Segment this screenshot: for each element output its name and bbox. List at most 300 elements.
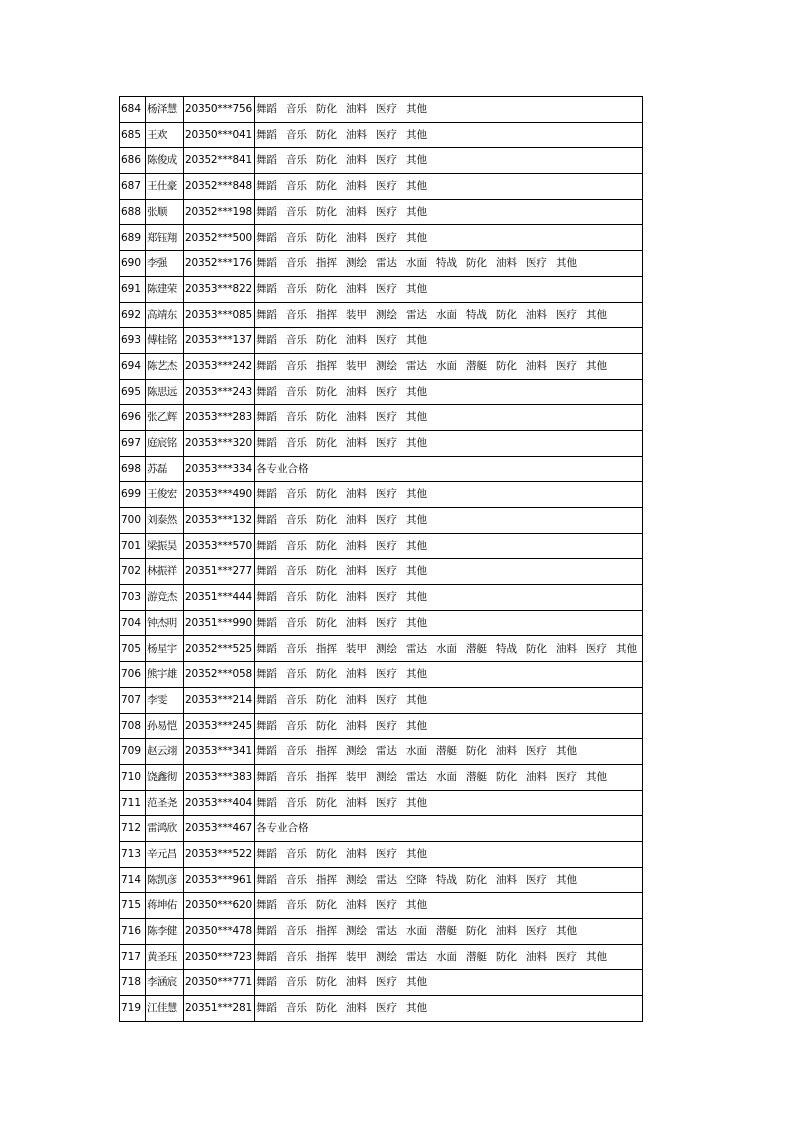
row-number: 717 xyxy=(120,944,146,970)
qualification-item: 其他 xyxy=(406,591,427,604)
qualification-item: 各专业合格 xyxy=(256,822,309,835)
qualification-item: 音乐 xyxy=(286,925,307,938)
qualification-item: 舞蹈 xyxy=(256,154,277,167)
qualification-item: 油料 xyxy=(346,282,367,295)
masked-id: 20350***041 xyxy=(184,122,255,148)
masked-id: 20351***277 xyxy=(184,559,255,585)
row-number: 700 xyxy=(120,508,146,534)
row-number: 705 xyxy=(120,636,146,662)
qualification-item: 医疗 xyxy=(376,899,397,912)
qualification-item: 其他 xyxy=(406,539,427,552)
qualification-item: 雷达 xyxy=(376,745,397,758)
qualification-item: 音乐 xyxy=(286,745,307,758)
table-row xyxy=(120,764,643,790)
qualification-item: 其他 xyxy=(406,848,427,861)
person-name: 陈俊成 xyxy=(146,148,184,174)
row-number: 719 xyxy=(120,996,146,1022)
qualification-item: 防化 xyxy=(316,282,337,295)
qualification-item: 医疗 xyxy=(376,154,397,167)
qualification-item: 医疗 xyxy=(376,282,397,295)
qualification-item: 测绘 xyxy=(346,873,367,886)
qualifications-cell xyxy=(255,739,643,765)
table-row xyxy=(120,944,643,970)
row-number: 713 xyxy=(120,841,146,867)
qualification-item: 潜艇 xyxy=(466,642,487,655)
qualifications-cell xyxy=(255,790,643,816)
qualification-item: 舞蹈 xyxy=(256,103,277,116)
qualification-item: 油料 xyxy=(346,848,367,861)
qualification-item: 油料 xyxy=(526,308,547,321)
qualification-item: 医疗 xyxy=(376,565,397,578)
row-number: 697 xyxy=(120,430,146,456)
qualifications-cell xyxy=(255,585,643,611)
qualification-item: 舞蹈 xyxy=(256,411,277,424)
qualification-item: 油料 xyxy=(526,359,547,372)
qualification-item: 医疗 xyxy=(376,128,397,141)
qualification-item: 其他 xyxy=(406,616,427,629)
qualification-item: 雷达 xyxy=(406,359,427,372)
qualification-item: 特战 xyxy=(436,257,457,270)
qualification-item: 舞蹈 xyxy=(256,205,277,218)
qualification-item: 油料 xyxy=(346,719,367,732)
qualification-item: 潜艇 xyxy=(466,950,487,963)
qualification-item: 舞蹈 xyxy=(256,385,277,398)
qualification-item: 油料 xyxy=(346,154,367,167)
row-number: 688 xyxy=(120,199,146,225)
qualification-item: 音乐 xyxy=(286,180,307,193)
table-row xyxy=(120,482,643,508)
qualification-item: 医疗 xyxy=(526,925,547,938)
person-name: 李强 xyxy=(146,251,184,277)
row-number: 691 xyxy=(120,276,146,302)
masked-id: 20353***341 xyxy=(184,739,255,765)
person-name: 庭宸铭 xyxy=(146,430,184,456)
qualification-item: 指挥 xyxy=(316,359,337,372)
qualification-item: 医疗 xyxy=(376,334,397,347)
masked-id: 20353***132 xyxy=(184,508,255,534)
qualification-item: 舞蹈 xyxy=(256,308,277,321)
qualification-item: 潜艇 xyxy=(466,770,487,783)
qualification-item: 潜艇 xyxy=(436,925,457,938)
table-row xyxy=(120,662,643,688)
qualification-item: 医疗 xyxy=(376,231,397,244)
qualifications-cell xyxy=(255,841,643,867)
qualifications-cell xyxy=(255,610,643,636)
row-number: 704 xyxy=(120,610,146,636)
qualification-item: 音乐 xyxy=(286,411,307,424)
qualification-item: 其他 xyxy=(406,565,427,578)
qualification-item: 医疗 xyxy=(376,668,397,681)
person-name: 陈艺杰 xyxy=(146,353,184,379)
table-row xyxy=(120,174,643,200)
masked-id: 20353***334 xyxy=(184,456,255,482)
table-row xyxy=(120,405,643,431)
qualifications-cell xyxy=(255,405,643,431)
qualification-item: 水面 xyxy=(406,925,427,938)
qualifications-cell xyxy=(255,225,643,251)
qualification-item: 医疗 xyxy=(526,873,547,886)
qualification-item: 潜艇 xyxy=(436,745,457,758)
qualification-item: 其他 xyxy=(406,180,427,193)
qualification-item: 舞蹈 xyxy=(256,925,277,938)
table-row xyxy=(120,302,643,328)
qualification-item: 油料 xyxy=(346,411,367,424)
person-name: 陈建荣 xyxy=(146,276,184,302)
qualification-item: 其他 xyxy=(556,873,577,886)
qualification-item: 防化 xyxy=(316,488,337,501)
qualification-item: 音乐 xyxy=(286,488,307,501)
qualification-item: 音乐 xyxy=(286,385,307,398)
qualification-item: 音乐 xyxy=(286,950,307,963)
qualification-item: 医疗 xyxy=(376,514,397,527)
qualification-item: 油料 xyxy=(346,103,367,116)
qualifications-cell xyxy=(255,276,643,302)
person-name: 雷鸿欣 xyxy=(146,816,184,842)
qualification-item: 其他 xyxy=(406,514,427,527)
table-row xyxy=(120,610,643,636)
qualification-item: 舞蹈 xyxy=(256,1002,277,1015)
qualification-item: 油料 xyxy=(346,180,367,193)
row-number: 685 xyxy=(120,122,146,148)
masked-id: 20352***058 xyxy=(184,662,255,688)
qualification-item: 医疗 xyxy=(526,257,547,270)
qualification-item: 防化 xyxy=(496,950,517,963)
masked-id: 20353***243 xyxy=(184,379,255,405)
qualification-item: 其他 xyxy=(406,231,427,244)
person-name: 江佳慧 xyxy=(146,996,184,1022)
qualification-item: 舞蹈 xyxy=(256,282,277,295)
masked-id: 20352***198 xyxy=(184,199,255,225)
qualification-item: 舞蹈 xyxy=(256,565,277,578)
masked-id: 20353***242 xyxy=(184,353,255,379)
roster-body xyxy=(120,97,643,1022)
roster-table xyxy=(119,96,643,1022)
qualification-item: 医疗 xyxy=(376,616,397,629)
person-name: 郑钰翔 xyxy=(146,225,184,251)
masked-id: 20352***176 xyxy=(184,251,255,277)
qualification-item: 医疗 xyxy=(376,591,397,604)
row-number: 686 xyxy=(120,148,146,174)
qualification-item: 医疗 xyxy=(376,385,397,398)
qualification-item: 防化 xyxy=(316,1002,337,1015)
row-number: 698 xyxy=(120,456,146,482)
qualification-item: 音乐 xyxy=(286,796,307,809)
person-name: 高靖东 xyxy=(146,302,184,328)
table-row xyxy=(120,996,643,1022)
qualification-item: 指挥 xyxy=(316,257,337,270)
qualification-item: 防化 xyxy=(316,437,337,450)
person-name: 杨泽慧 xyxy=(146,97,184,123)
qualification-item: 音乐 xyxy=(286,565,307,578)
masked-id: 20351***281 xyxy=(184,996,255,1022)
qualifications-cell xyxy=(255,970,643,996)
qualifications-cell xyxy=(255,174,643,200)
qualification-item: 音乐 xyxy=(286,899,307,912)
table-row xyxy=(120,867,643,893)
qualification-item: 特战 xyxy=(496,642,517,655)
row-number: 712 xyxy=(120,816,146,842)
person-name: 黄圣珏 xyxy=(146,944,184,970)
qualifications-cell xyxy=(255,816,643,842)
qualification-item: 医疗 xyxy=(556,308,577,321)
qualification-item: 测绘 xyxy=(376,642,397,655)
table-row xyxy=(120,508,643,534)
qualification-item: 油料 xyxy=(346,205,367,218)
masked-id: 20353***137 xyxy=(184,328,255,354)
qualification-item: 舞蹈 xyxy=(256,796,277,809)
table-row xyxy=(120,430,643,456)
person-name: 傅桂铭 xyxy=(146,328,184,354)
qualification-item: 其他 xyxy=(406,154,427,167)
person-name: 林振祥 xyxy=(146,559,184,585)
qualification-item: 水面 xyxy=(436,308,457,321)
qualification-item: 音乐 xyxy=(286,359,307,372)
qualification-item: 油料 xyxy=(346,128,367,141)
qualification-item: 测绘 xyxy=(346,257,367,270)
qualification-item: 其他 xyxy=(406,103,427,116)
table-row xyxy=(120,970,643,996)
table-row xyxy=(120,251,643,277)
person-name: 梁振昊 xyxy=(146,533,184,559)
table-row xyxy=(120,841,643,867)
person-name: 钟杰明 xyxy=(146,610,184,636)
qualifications-cell xyxy=(255,559,643,585)
qualification-item: 油料 xyxy=(346,1002,367,1015)
qualification-item: 防化 xyxy=(316,796,337,809)
masked-id: 20353***383 xyxy=(184,764,255,790)
qualification-item: 其他 xyxy=(406,385,427,398)
qualification-item: 油料 xyxy=(346,616,367,629)
masked-id: 20350***723 xyxy=(184,944,255,970)
qualification-item: 医疗 xyxy=(376,976,397,989)
qualification-item: 油料 xyxy=(496,745,517,758)
qualifications-cell xyxy=(255,379,643,405)
qualifications-cell xyxy=(255,764,643,790)
qualification-item: 指挥 xyxy=(316,770,337,783)
qualification-item: 其他 xyxy=(586,950,607,963)
qualification-item: 水面 xyxy=(436,950,457,963)
qualification-item: 舞蹈 xyxy=(256,693,277,706)
qualification-item: 音乐 xyxy=(286,770,307,783)
qualification-item: 医疗 xyxy=(526,745,547,758)
qualification-item: 其他 xyxy=(556,257,577,270)
qualification-item: 其他 xyxy=(406,1002,427,1015)
person-name: 王欢 xyxy=(146,122,184,148)
qualification-item: 医疗 xyxy=(586,642,607,655)
row-number: 694 xyxy=(120,353,146,379)
qualification-item: 音乐 xyxy=(286,976,307,989)
qualifications-cell xyxy=(255,662,643,688)
qualification-item: 特战 xyxy=(466,308,487,321)
qualification-item: 测绘 xyxy=(346,925,367,938)
qualifications-cell xyxy=(255,353,643,379)
table-row xyxy=(120,533,643,559)
qualifications-cell xyxy=(255,148,643,174)
masked-id: 20353***570 xyxy=(184,533,255,559)
qualification-item: 防化 xyxy=(316,693,337,706)
qualification-item: 空降 xyxy=(406,873,427,886)
qualification-item: 防化 xyxy=(466,745,487,758)
person-name: 饶鑫彻 xyxy=(146,764,184,790)
qualification-item: 防化 xyxy=(316,205,337,218)
qualification-item: 舞蹈 xyxy=(256,488,277,501)
qualification-item: 音乐 xyxy=(286,719,307,732)
qualification-item: 音乐 xyxy=(286,231,307,244)
qualification-item: 防化 xyxy=(316,591,337,604)
person-name: 范圣尧 xyxy=(146,790,184,816)
person-name: 熊宇雄 xyxy=(146,662,184,688)
qualification-item: 其他 xyxy=(616,642,637,655)
qualification-item: 防化 xyxy=(316,411,337,424)
qualification-item: 水面 xyxy=(436,359,457,372)
masked-id: 20353***822 xyxy=(184,276,255,302)
qualifications-cell xyxy=(255,328,643,354)
row-number: 710 xyxy=(120,764,146,790)
table-row xyxy=(120,97,643,123)
qualification-item: 指挥 xyxy=(316,925,337,938)
qualification-item: 油料 xyxy=(346,514,367,527)
qualification-item: 指挥 xyxy=(316,642,337,655)
qualification-item: 医疗 xyxy=(376,1002,397,1015)
qualifications-cell xyxy=(255,636,643,662)
qualification-item: 防化 xyxy=(316,128,337,141)
table-row xyxy=(120,328,643,354)
qualification-item: 油料 xyxy=(346,591,367,604)
person-name: 赵云翊 xyxy=(146,739,184,765)
qualification-item: 油料 xyxy=(496,925,517,938)
qualification-item: 音乐 xyxy=(286,514,307,527)
table-row xyxy=(120,148,643,174)
qualification-item: 装甲 xyxy=(346,642,367,655)
table-row xyxy=(120,919,643,945)
qualification-item: 医疗 xyxy=(376,205,397,218)
masked-id: 20352***848 xyxy=(184,174,255,200)
row-number: 708 xyxy=(120,713,146,739)
table-row xyxy=(120,276,643,302)
qualification-item: 装甲 xyxy=(346,770,367,783)
row-number: 701 xyxy=(120,533,146,559)
qualification-item: 油料 xyxy=(346,565,367,578)
qualification-item: 防化 xyxy=(316,668,337,681)
row-number: 706 xyxy=(120,662,146,688)
person-name: 苏磊 xyxy=(146,456,184,482)
qualification-item: 舞蹈 xyxy=(256,976,277,989)
qualification-item: 防化 xyxy=(496,770,517,783)
qualification-item: 音乐 xyxy=(286,616,307,629)
qualification-item: 其他 xyxy=(406,282,427,295)
qualification-item: 音乐 xyxy=(286,128,307,141)
qualification-item: 舞蹈 xyxy=(256,668,277,681)
qualification-item: 装甲 xyxy=(346,950,367,963)
qualification-item: 油料 xyxy=(346,796,367,809)
qualification-item: 舞蹈 xyxy=(256,719,277,732)
qualification-item: 舞蹈 xyxy=(256,899,277,912)
row-number: 695 xyxy=(120,379,146,405)
person-name: 张顺 xyxy=(146,199,184,225)
qualification-item: 防化 xyxy=(316,334,337,347)
table-row xyxy=(120,739,643,765)
qualification-item: 其他 xyxy=(556,745,577,758)
qualification-item: 音乐 xyxy=(286,205,307,218)
qualification-item: 其他 xyxy=(406,668,427,681)
qualification-item: 舞蹈 xyxy=(256,539,277,552)
masked-id: 20353***085 xyxy=(184,302,255,328)
qualification-item: 油料 xyxy=(496,873,517,886)
qualification-item: 防化 xyxy=(316,514,337,527)
masked-id: 20351***444 xyxy=(184,585,255,611)
qualification-item: 防化 xyxy=(526,642,547,655)
table-row xyxy=(120,353,643,379)
qualification-item: 雷达 xyxy=(376,873,397,886)
qualifications-cell xyxy=(255,996,643,1022)
table-row xyxy=(120,893,643,919)
qualification-item: 水面 xyxy=(406,257,427,270)
qualification-item: 音乐 xyxy=(286,539,307,552)
masked-id: 20353***404 xyxy=(184,790,255,816)
qualification-item: 医疗 xyxy=(556,359,577,372)
qualification-item: 其他 xyxy=(406,899,427,912)
qualification-item: 防化 xyxy=(316,231,337,244)
qualification-item: 油料 xyxy=(346,668,367,681)
qualification-item: 雷达 xyxy=(406,770,427,783)
qualification-item: 防化 xyxy=(496,308,517,321)
row-number: 699 xyxy=(120,482,146,508)
row-number: 702 xyxy=(120,559,146,585)
row-number: 696 xyxy=(120,405,146,431)
qualification-item: 医疗 xyxy=(556,950,577,963)
person-name: 游竞杰 xyxy=(146,585,184,611)
masked-id: 20353***467 xyxy=(184,816,255,842)
qualification-item: 音乐 xyxy=(286,103,307,116)
row-number: 715 xyxy=(120,893,146,919)
qualification-item: 其他 xyxy=(406,411,427,424)
table-row xyxy=(120,713,643,739)
table-row xyxy=(120,379,643,405)
qualification-item: 音乐 xyxy=(286,437,307,450)
qualification-item: 防化 xyxy=(316,385,337,398)
qualification-item: 指挥 xyxy=(316,950,337,963)
row-number: 690 xyxy=(120,251,146,277)
qualification-item: 防化 xyxy=(316,719,337,732)
qualification-item: 其他 xyxy=(406,334,427,347)
table-row xyxy=(120,199,643,225)
person-name: 李雯 xyxy=(146,687,184,713)
qualification-item: 音乐 xyxy=(286,591,307,604)
qualification-item: 水面 xyxy=(436,770,457,783)
qualification-item: 各专业合格 xyxy=(256,462,309,475)
person-name: 张乙辉 xyxy=(146,405,184,431)
qualification-item: 舞蹈 xyxy=(256,591,277,604)
qualification-item: 雷达 xyxy=(376,925,397,938)
qualification-item: 音乐 xyxy=(286,873,307,886)
masked-id: 20353***283 xyxy=(184,405,255,431)
qualification-item: 音乐 xyxy=(286,257,307,270)
qualification-item: 其他 xyxy=(406,796,427,809)
qualification-item: 舞蹈 xyxy=(256,642,277,655)
qualification-item: 舞蹈 xyxy=(256,950,277,963)
qualifications-cell xyxy=(255,713,643,739)
qualification-item: 油料 xyxy=(346,976,367,989)
qualification-item: 油料 xyxy=(346,437,367,450)
masked-id: 20353***245 xyxy=(184,713,255,739)
qualifications-cell xyxy=(255,430,643,456)
qualification-item: 医疗 xyxy=(376,796,397,809)
qualification-item: 舞蹈 xyxy=(256,231,277,244)
qualification-item: 测绘 xyxy=(346,745,367,758)
qualification-item: 音乐 xyxy=(286,693,307,706)
qualifications-cell xyxy=(255,482,643,508)
person-name: 陈凯彦 xyxy=(146,867,184,893)
